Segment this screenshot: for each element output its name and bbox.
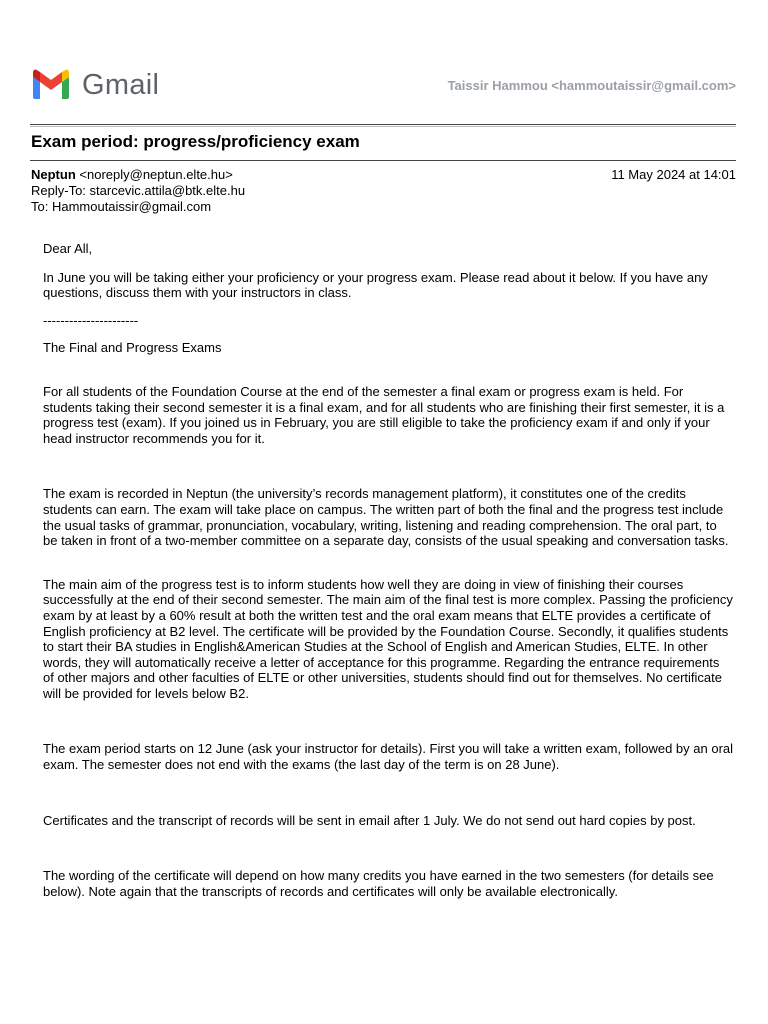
separator-line: ----------------------: [43, 312, 139, 328]
sender-email: <noreply@neptun.elte.hu>: [79, 167, 233, 182]
reply-to-line: Reply-To: starcevic.attila@btk.elte.hu: [31, 183, 246, 198]
paragraph-main-aim: The main aim of the progress test is to inform students how well they are doing in view of finishing their courses successfully at the end of their second semester. The main aim of the final test is more complex. Passing the proficiency exam by at least by a 60% result at both the written test and the oral exam means that ELTE provides a certificate of English proficiency at B2 level. The certificate will be provided by the Foundation Course. Secondly, it qualifies students to start their BA studies in English&American Studies at the School of English and American Studies, ELTE. In other words, they will automatically receive a letter of acceptance for this programme. Regarding the entrance requirements of other majors and other faculties of ELTE or other universities, students should find out for themselves. No certificate will be provided for levels below B2.: [43, 576, 733, 701]
intro-paragraph: In June you will be taking either your proficiency or your progress exam. Please read about it below. If you have any questions, discuss them with your instructors in class.: [43, 269, 708, 301]
paragraph-exam-recorded: The exam is recorded in Neptun (the university’s records management platform), it constitutes one of the credits students can earn. The exam will take place on campus. The written part of both the final and the progress test include the usual tasks of grammar, pronunciation, vocabulary, writing, listening and reading comprehension. The oral part, to be taken in front of a two-member committee on a separate day, consists of the usual speaking and conversation tasks.: [43, 486, 729, 549]
gmail-logo: [30, 69, 159, 101]
header-divider: [30, 124, 736, 125]
greeting: Dear All,: [43, 241, 93, 256]
to-line: To: Hammoutaissir@gmail.com: [31, 199, 212, 214]
paragraph-certificates: Certificates and the transcript of records will be sent in email after 1 July. We do not send out hard copies by post.: [43, 812, 696, 828]
header-divider-secondary: [30, 126, 736, 127]
paragraph-final-progress: For all students of the Foundation Course at the end of the semester a final exam or progress exam is held. For students taking their second semester it is a final exam, and for all students who are finishing their first semester, it is a progress test (exam). If you joined us in February, you are still eligible to take the proficiency exam if and only if your head instructor recommends you for it.: [43, 383, 725, 446]
section-title: The Final and Progress Exams: [43, 340, 222, 356]
subject-divider: [30, 160, 736, 161]
account-identity: Taissir Hammou <hammoutaissir@gmail.com>: [447, 78, 736, 93]
sender-name: Neptun: [31, 167, 76, 182]
gmail-wordmark: Gmail: [82, 69, 160, 101]
message-date: 11 May 2024 at 14:01: [611, 167, 736, 182]
gmail-header: [30, 66, 736, 106]
paragraph-certificate-wording: The wording of the certificate will depend on how many credits you have earned in the two semesters (for details see below). Note again that the transcripts of records and certificates will only be available electronically.: [43, 868, 714, 899]
email-body: [43, 241, 733, 899]
paragraph-exam-period: The exam period starts on 12 June (ask your instructor for details). First you will take a written exam, followed by an oral exam. The semester does not end with the exams (the last day of the term is on 28 June).: [43, 741, 734, 773]
sender-row: [31, 167, 736, 183]
email-subject: Exam period: progress/proficiency exam: [31, 132, 360, 151]
gmail-m-icon: [30, 69, 72, 101]
message-meta: [31, 167, 736, 215]
